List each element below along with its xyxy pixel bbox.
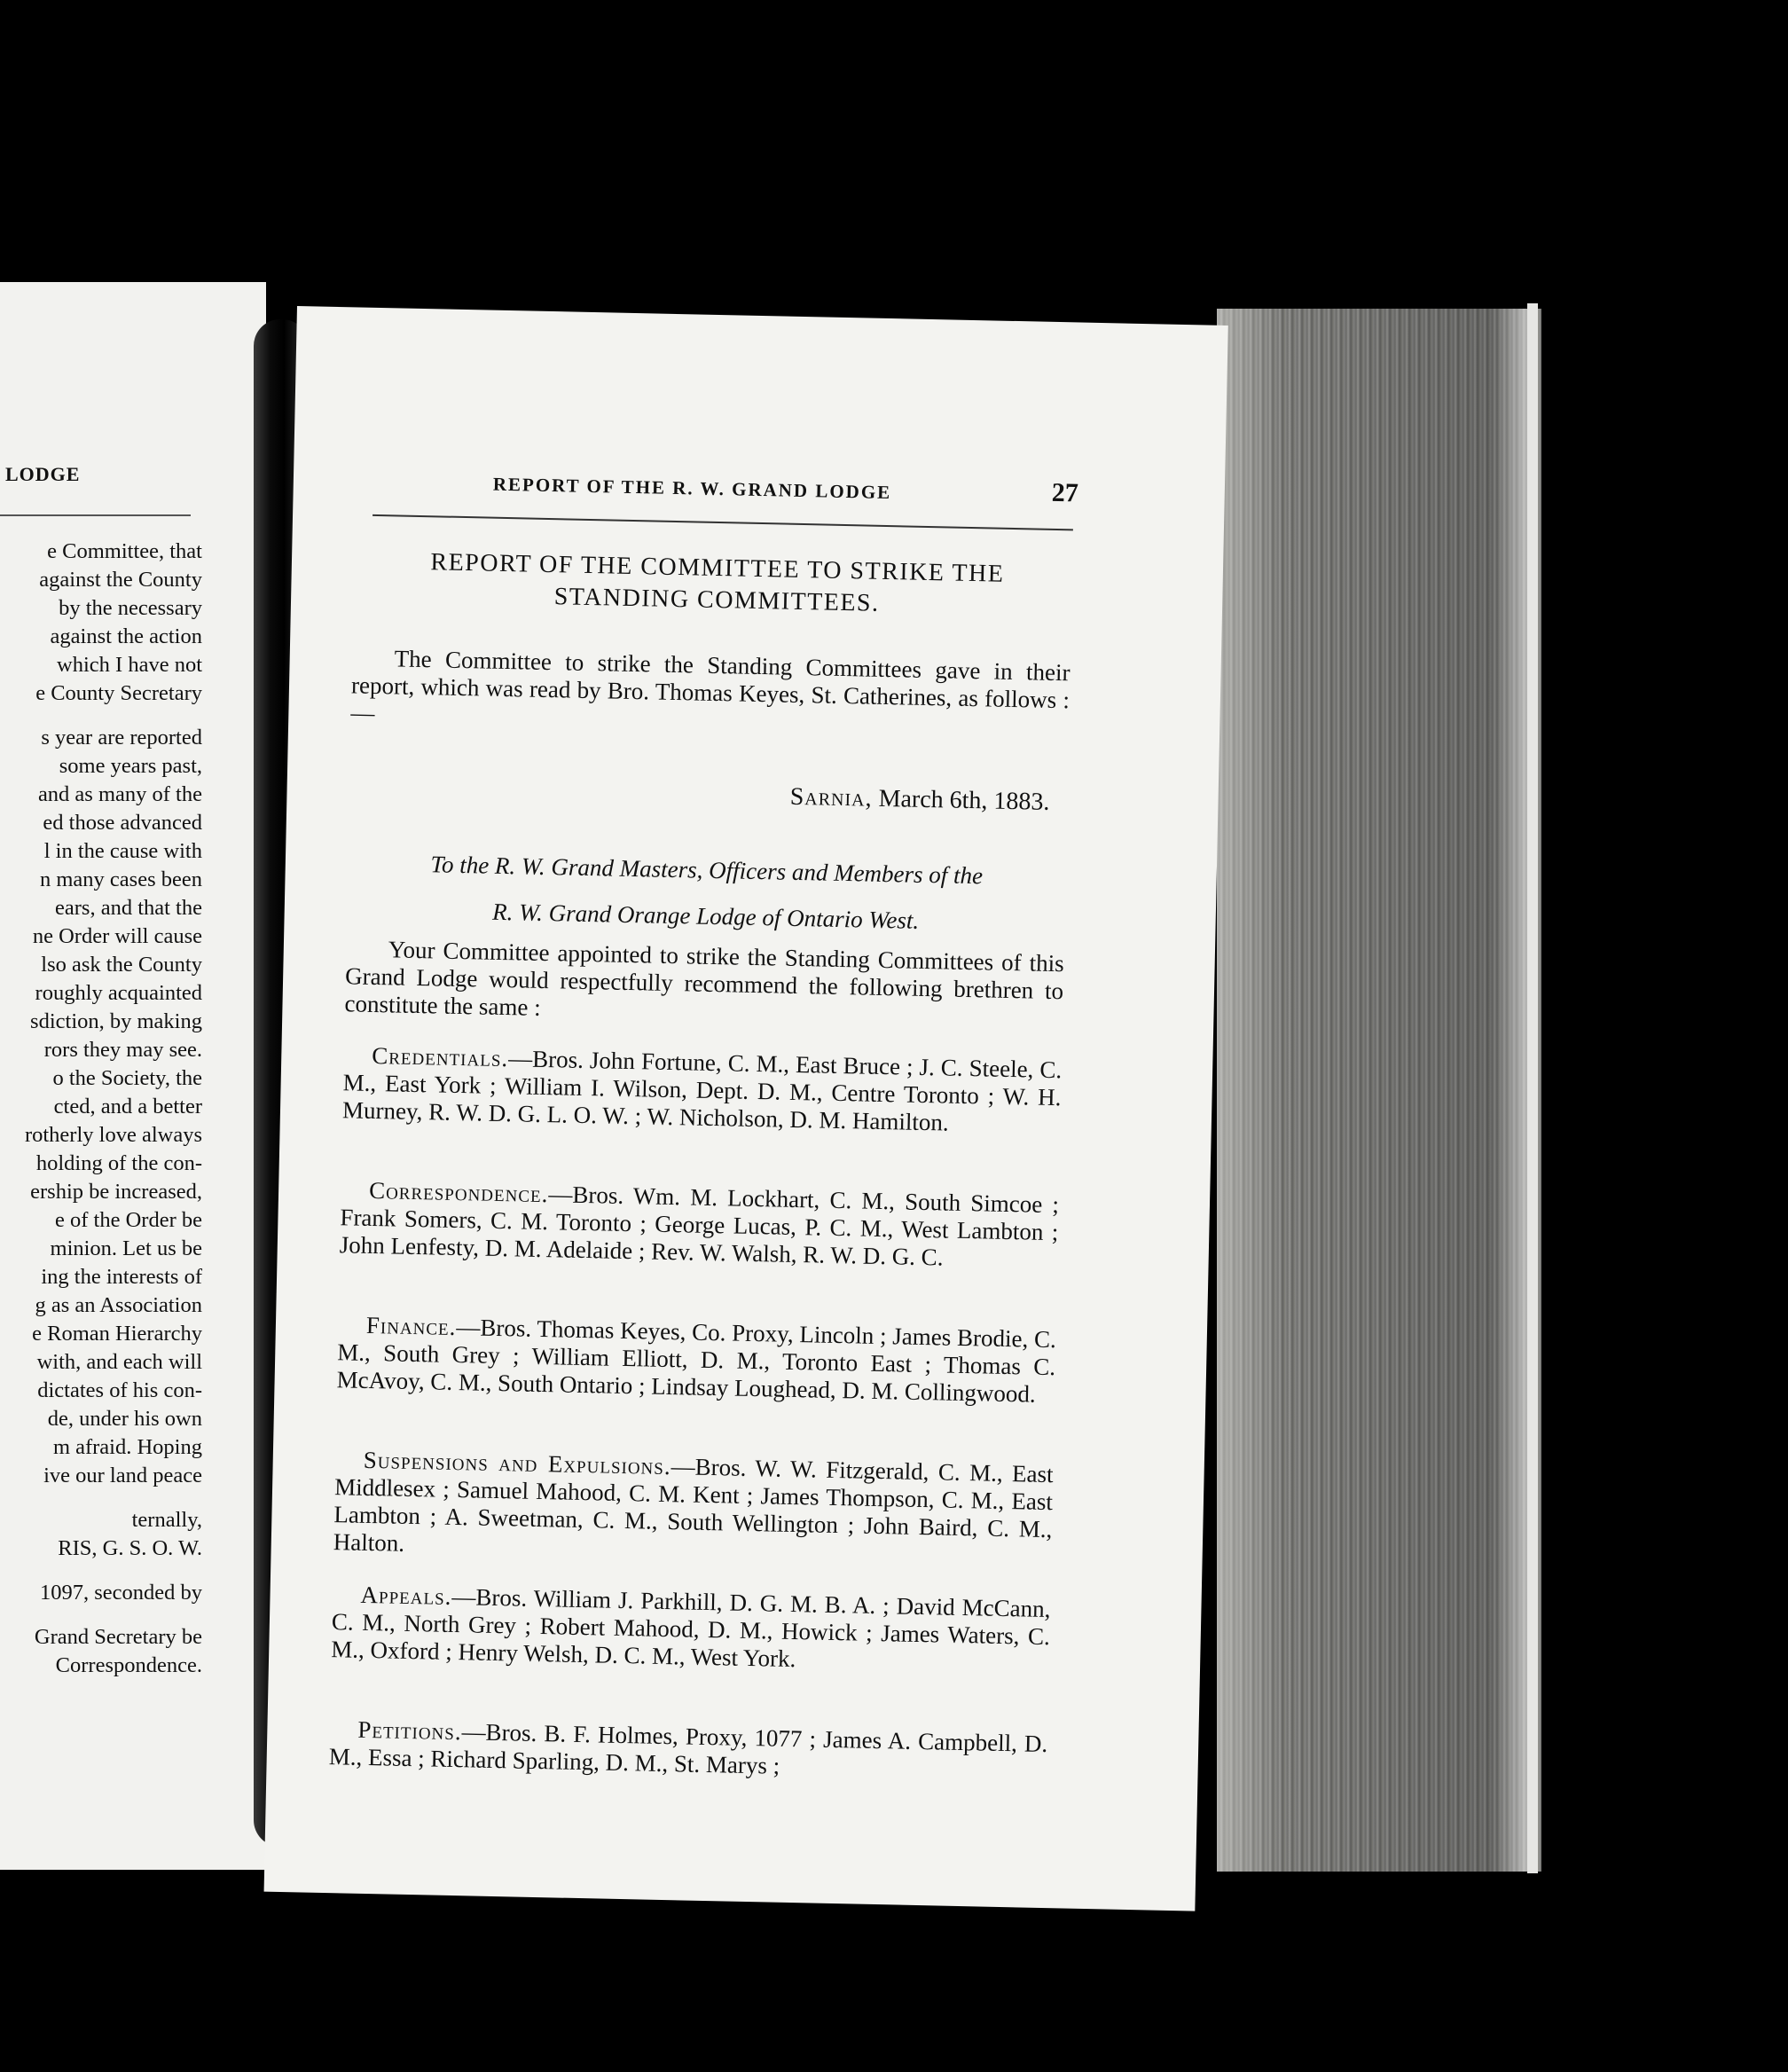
dateline	[349, 773, 1049, 817]
left-page-line: minion. Let us be	[50, 1236, 202, 1260]
left-page-line: ears, and that the	[55, 896, 202, 920]
salutation-line-2: R. W. Grand Orange Lodge of Ontario West.	[491, 898, 920, 934]
left-page-line: by the necessary	[59, 596, 202, 620]
left-page-line: ternally,	[131, 1508, 202, 1532]
left-page-line: ing the interests of	[41, 1265, 202, 1289]
left-page-line: ed those advanced	[43, 811, 202, 835]
left-page-line: de, under his own	[47, 1407, 202, 1431]
left-page-line: and as many of the	[37, 782, 202, 806]
left-page-line: rotherly love always	[24, 1123, 202, 1147]
report-title-line-2: STANDING COMMITTEES.	[553, 583, 880, 617]
left-page-line: Grand Secretary be	[34, 1625, 202, 1649]
page-number: 27	[1051, 477, 1079, 508]
right-page	[264, 306, 1228, 1911]
left-page-line: e Roman Hierarchy	[32, 1322, 202, 1346]
left-page-line: s year are reported	[41, 726, 202, 750]
committee-members: —Bros. Thomas Keyes, Co. Proxy, Lincoln ; James Brodie, C. M., South Grey ; William Elliott, D. M., Toronto East ; Thomas C. McAvoy, C. M., South Ontario ; Lindsay Loughead, D. M. Collingwood.	[336, 1314, 1057, 1408]
left-running-head: LODGE	[5, 463, 81, 485]
committee-name: Appeals.	[360, 1581, 452, 1610]
left-page-line: e County Secretary	[35, 681, 202, 705]
committee-name: Finance.	[365, 1311, 457, 1341]
report-title-line-1: REPORT OF THE COMMITTEE TO STRIKE THE	[430, 548, 1005, 588]
left-page-line: sdiction, by making	[30, 1009, 202, 1033]
left-page-line: e Committee, that	[47, 539, 202, 563]
committee-members: —Bros. William J. Parkhill, D. G. M. B. A. ; David McCann, C. M., North Grey ; Robert Mahood, D. M., Howick ; James Waters, C. M., Oxford ; Henry Welsh, D. C. M., West York.	[330, 1582, 1051, 1673]
left-page-line: some years past,	[59, 754, 202, 778]
committee-finance	[336, 1311, 1056, 1409]
salutation-line-1: To the R. W. Grand Masters, Officers and Members of the	[430, 851, 984, 890]
left-page-line: against the action	[50, 624, 202, 648]
committee-members: —Bros. John Fortune, C. M., East Bruce ; J. C. Steele, C. M., East York ; William I. Wilson, Dept. D. M., Centre Toronto ; W. H. Murney, R. W. D. G. L. O. W. ; W. Nicholson, D. M. Hamilton.	[341, 1045, 1063, 1136]
committee-appeals	[331, 1581, 1051, 1678]
committee-credentials	[342, 1041, 1063, 1139]
left-page-line: n many cases been	[40, 867, 202, 891]
left-page-text	[0, 538, 202, 1680]
dateline-date: March 6th, 1883.	[878, 784, 1050, 816]
left-page-line: l in the cause with	[43, 839, 202, 863]
left-page-line: ership be increased,	[30, 1180, 202, 1204]
committee-suspensions	[333, 1446, 1053, 1571]
left-page-line: Correspondence.	[55, 1653, 202, 1677]
left-page-line	[0, 1607, 202, 1623]
left-page-line	[0, 1490, 202, 1506]
left-head-rule	[0, 514, 191, 516]
committee-name: Suspensions and Expulsions.	[363, 1446, 671, 1480]
head-rule	[372, 514, 1073, 531]
left-page-line: lso ask the County	[41, 953, 202, 977]
left-page-line: ne Order will cause	[32, 924, 202, 948]
committee-members: —Bros. Wm. M. Lockhart, C. M., South Simcoe ; Frank Somers, C. M. Toronto ; George Lucas, P. C. M., West Lambton ; John Lenfesty, D. M. Adelaide ; Rev. W. Walsh, R. W. D. G. C.	[339, 1181, 1060, 1271]
committee-members: —Bros. W. W. Fitzgerald, C. M., East Middlesex ; Samuel Mahood, C. M. Kent ; James Thompson, C. M., East Lambton ; A. Sweetman, C. M., South Wellington ; John Baird, C. M., Halton.	[333, 1453, 1054, 1557]
committee-correspondence	[340, 1176, 1060, 1274]
left-page-line: cted, and a better	[53, 1095, 202, 1118]
left-page-line: rors they may see.	[43, 1038, 202, 1062]
left-page-line: which I have not	[57, 653, 202, 677]
left-page-line: RIS, G. S. O. W.	[58, 1536, 202, 1560]
left-page	[0, 282, 266, 1870]
left-page-line: o the Society, the	[52, 1066, 202, 1090]
page-stack-shading	[1217, 309, 1541, 1872]
committee-petitions	[328, 1715, 1047, 1786]
recommendation-paragraph: Your Committee appointed to strike the Standing Committees of this Grand Lodge would respectfully recommend the following brethren to constitute the same :	[344, 936, 1064, 1021]
running-head: REPORT OF THE R. W. GRAND LODGE	[492, 473, 892, 504]
committee-name: Petitions.	[357, 1715, 462, 1746]
left-page-line: ive our land peace	[43, 1464, 202, 1487]
report-title	[353, 545, 1081, 624]
committee-name: Credentials.	[372, 1041, 509, 1072]
left-page-line: holding of the con-	[35, 1151, 202, 1175]
left-page-line: m afraid. Hoping	[52, 1435, 202, 1459]
left-page-line	[0, 1563, 202, 1579]
left-page-line: 1097, seconded by	[39, 1581, 202, 1605]
committee-members: —Bros. B. F. Holmes, Proxy, 1077 ; James A. Campbell, D. M., Essa ; Richard Sparling, D. M., St. Marys ;	[328, 1718, 1048, 1779]
left-page-line	[0, 708, 202, 724]
left-page-line: against the County	[39, 568, 202, 592]
dateline-place: Sarnia,	[789, 782, 873, 812]
intro-paragraph: The Committee to strike the Standing Committees gave in their report, which was read by Bro. Thomas Keyes, St. Catherines, as follows :—	[350, 645, 1070, 726]
left-page-line: dictates of his con-	[37, 1378, 202, 1402]
left-page-line: g as an Association	[35, 1293, 202, 1317]
committee-name: Correspondence.	[368, 1176, 549, 1208]
book-cover-edge	[1527, 303, 1538, 1873]
left-page-line: with, and each will	[36, 1350, 202, 1374]
salutation	[346, 839, 1066, 946]
left-page-line: e of the Order be	[55, 1208, 202, 1232]
left-page-line: roughly acquainted	[35, 981, 202, 1005]
